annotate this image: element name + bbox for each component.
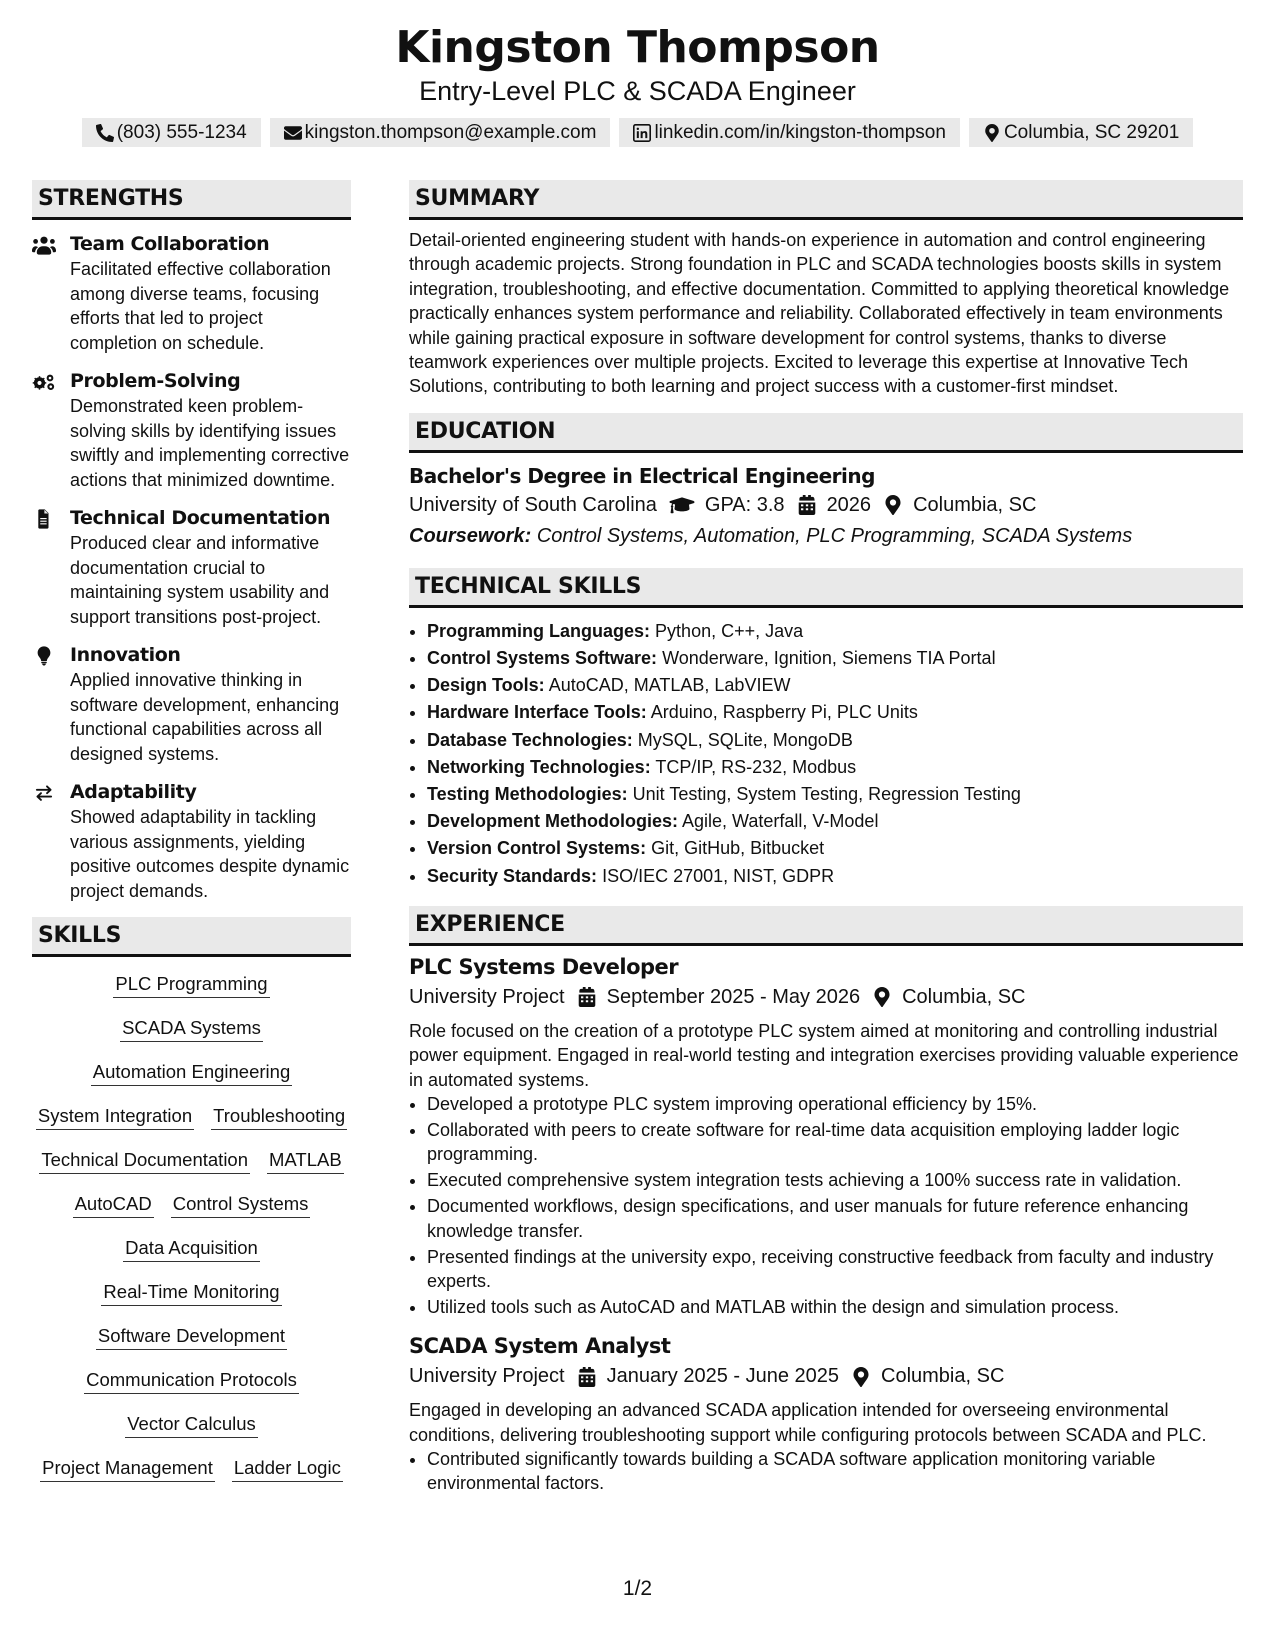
location-chip bbox=[969, 118, 1193, 147]
users-icon bbox=[32, 232, 70, 355]
skill-values: Agile, Waterfall, V-Model bbox=[682, 811, 879, 832]
strength-item bbox=[32, 506, 351, 629]
candidate-name: Kingston Thompson bbox=[395, 22, 880, 73]
skill-category: Version Control Systems: bbox=[427, 838, 647, 859]
job-description: Role focused on the creation of a prototype PLC system aimed at monitoring and controlling industrial power equipment. Engaged in real-world testing and integration exercises providing valuable experience in automated systems. bbox=[409, 1020, 1239, 1090]
job-location: Columbia, SC bbox=[881, 1365, 1005, 1388]
location-text: Columbia, SC 29201 bbox=[1003, 122, 1180, 143]
strengths-heading: STRENGTHS bbox=[32, 180, 351, 220]
list-item bbox=[427, 835, 1243, 862]
file-icon bbox=[32, 506, 70, 629]
left-column bbox=[32, 180, 351, 1482]
job-location: Columbia, SC bbox=[902, 985, 1026, 1008]
skill-values: Wonderware, Ignition, Siemens TIA Portal bbox=[662, 648, 996, 669]
list-item bbox=[427, 618, 1243, 645]
strength-item bbox=[32, 643, 351, 766]
list-item: • Documented workflows, design specifications, and user manuals for future reference enhancing knowledge transfer. bbox=[427, 1194, 1243, 1243]
list-item bbox=[427, 808, 1243, 835]
strength-desc: Facilitated effective collaboration among diverse teams, focusing efforts that led to project completion on schedule. bbox=[70, 259, 331, 353]
school-name: University of South Carolina bbox=[409, 493, 657, 516]
gpa-text: GPA: 3.8 bbox=[704, 493, 785, 516]
skill-values: TCP/IP, RS-232, Modbus bbox=[655, 756, 857, 777]
list-item bbox=[427, 863, 1243, 890]
strength-desc: Applied innovative thinking in software development, enhancing functional capabilities across all designed systems. bbox=[70, 670, 340, 764]
map-marker-icon bbox=[851, 1367, 871, 1387]
map-marker-icon bbox=[883, 495, 903, 515]
lightbulb-icon bbox=[32, 643, 70, 766]
skill-tags bbox=[32, 971, 351, 1482]
calendar-icon bbox=[577, 1367, 597, 1387]
education-location: Columbia, SC bbox=[913, 493, 1037, 516]
education-heading: EDUCATION bbox=[409, 413, 1243, 453]
graduation-year: 2026 bbox=[826, 493, 872, 516]
job-org: University Project bbox=[409, 985, 565, 1008]
skill-tag: Ladder Logic bbox=[232, 1455, 343, 1482]
skills-section bbox=[32, 917, 351, 1482]
skill-tag: Vector Calculus bbox=[125, 1411, 258, 1438]
skill-category: Development Methodologies: bbox=[427, 811, 679, 832]
skill-tag: Communication Protocols bbox=[84, 1367, 299, 1394]
experience-heading: EXPERIENCE bbox=[409, 906, 1243, 946]
skill-tag: SCADA Systems bbox=[120, 1015, 263, 1042]
skill-values: Python, C++, Java bbox=[655, 620, 804, 641]
strength-title: Adaptability bbox=[70, 781, 197, 803]
skill-category: Security Standards: bbox=[427, 865, 598, 886]
resume-header bbox=[0, 22, 1275, 147]
skill-tag: PLC Programming bbox=[113, 971, 269, 998]
job-entry bbox=[409, 952, 1243, 1319]
phone-text: (803) 555-1234 bbox=[116, 122, 247, 143]
strength-desc: Produced clear and informative documentation crucial to maintaining system usability and support transitions post-project. bbox=[70, 533, 330, 627]
job-title: PLC Systems Developer bbox=[409, 954, 679, 979]
strength-title: Team Collaboration bbox=[70, 233, 270, 255]
list-item bbox=[427, 645, 1243, 672]
skill-tag: Automation Engineering bbox=[91, 1059, 292, 1086]
coursework-label: Coursework: bbox=[409, 524, 532, 547]
skill-tag: Real-Time Monitoring bbox=[101, 1279, 281, 1306]
map-marker-icon bbox=[872, 987, 892, 1007]
skill-tag: Project Management bbox=[40, 1455, 215, 1482]
strength-item bbox=[32, 232, 351, 355]
strength-item bbox=[32, 369, 351, 492]
job-dates: January 2025 - June 2025 bbox=[606, 1365, 840, 1388]
job-description: Engaged in developing an advanced SCADA application intended for overseeing environmental conditions, delivering troubleshooting support while configuring protocols between SCADA and PLC. bbox=[409, 1400, 1207, 1445]
list-item bbox=[427, 727, 1243, 754]
job-meta bbox=[409, 1361, 1243, 1392]
skill-tag: Data Acquisition bbox=[123, 1235, 260, 1262]
skill-tag: Technical Documentation bbox=[39, 1147, 250, 1174]
list-item: • Presented findings at the university expo, receiving constructive feedback from faculty and industry experts. bbox=[427, 1245, 1243, 1294]
skill-values: Git, GitHub, Bitbucket bbox=[651, 838, 825, 859]
job-bullets bbox=[409, 1447, 1243, 1496]
skill-tag: MATLAB bbox=[267, 1147, 344, 1174]
list-item bbox=[427, 699, 1243, 726]
map-marker-icon bbox=[983, 124, 1001, 142]
graduation-cap-icon bbox=[669, 495, 695, 515]
candidate-title: Entry-Level PLC & SCADA Engineer bbox=[419, 76, 856, 106]
strength-title: Innovation bbox=[70, 644, 181, 666]
strength-title: Problem-Solving bbox=[70, 370, 241, 392]
linkedin-icon bbox=[633, 124, 651, 142]
calendar-icon bbox=[577, 987, 597, 1007]
calendar-icon bbox=[797, 495, 817, 515]
list-item: • Utilized tools such as AutoCAD and MATLAB within the design and simulation process. bbox=[427, 1295, 1243, 1319]
envelope-icon bbox=[284, 124, 302, 142]
job-title: SCADA System Analyst bbox=[409, 1334, 671, 1359]
skill-tag: Troubleshooting bbox=[211, 1103, 347, 1130]
email-text: kingston.thompson@example.com bbox=[304, 122, 597, 143]
page-number: 1/2 bbox=[622, 1577, 653, 1600]
skill-category: Design Tools: bbox=[427, 675, 545, 696]
exchange-icon bbox=[32, 780, 70, 903]
technical-skills-heading: TECHNICAL SKILLS bbox=[409, 568, 1243, 608]
list-item bbox=[427, 781, 1243, 808]
skill-values: MySQL, SQLite, MongoDB bbox=[637, 729, 853, 750]
right-column bbox=[409, 180, 1243, 1497]
skill-values: Unit Testing, System Testing, Regression Testing bbox=[632, 784, 1021, 805]
job-entry bbox=[409, 1331, 1243, 1496]
summary-text: Detail-oriented engineering student with hands-on experience in automation and control engineering through academic projects. Strong foundation in PLC and SCADA technologies boosts skills in system integration, troubleshooting, and effective documentation. Committed to applying theoretical knowledge practically enhances system performance and reliability. Collaborated effectively in team environments while gaining practical exposure in software development for control systems, thanks to diverse teamwork experiences over multiple projects. Excited to leverage this expertise at Innovative Tech Solutions, contributing to both learning and project success with a customer-first mindset. bbox=[409, 230, 1230, 397]
skill-category: Database Technologies: bbox=[427, 729, 633, 750]
job-dates: September 2025 - May 2026 bbox=[606, 985, 861, 1008]
technical-skills-list bbox=[409, 618, 1243, 890]
strengths-list bbox=[32, 232, 351, 903]
list-item bbox=[427, 672, 1243, 699]
education-entry bbox=[409, 462, 1243, 551]
cogs-icon bbox=[32, 369, 70, 492]
list-item: • Contributed significantly towards building a SCADA software application monitoring variable environmental factors. bbox=[427, 1447, 1243, 1496]
skill-category: Control Systems Software: bbox=[427, 648, 658, 669]
skill-category: Testing Methodologies: bbox=[427, 784, 628, 805]
skill-category: Hardware Interface Tools: bbox=[427, 702, 647, 723]
job-meta bbox=[409, 982, 1243, 1013]
strength-desc: Showed adaptability in tackling various assignments, yielding positive outcomes despite dynamic project demands. bbox=[70, 807, 350, 901]
coursework-list: Control Systems, Automation, PLC Programming, SCADA Systems bbox=[536, 524, 1133, 547]
skill-tag: System Integration bbox=[36, 1103, 194, 1130]
phone-chip[interactable] bbox=[82, 118, 261, 147]
summary-heading: SUMMARY bbox=[409, 180, 1243, 220]
skill-values: ISO/IEC 27001, NIST, GDPR bbox=[602, 865, 835, 886]
email-chip[interactable] bbox=[270, 118, 611, 147]
linkedin-text: linkedin.com/in/kingston-thompson bbox=[654, 122, 946, 143]
skill-tag: AutoCAD bbox=[73, 1191, 154, 1218]
education-meta bbox=[409, 490, 1243, 521]
skill-values: Arduino, Raspberry Pi, PLC Units bbox=[650, 702, 918, 723]
skill-category: Programming Languages: bbox=[427, 620, 651, 641]
skill-tag: Software Development bbox=[96, 1323, 287, 1350]
linkedin-chip[interactable] bbox=[619, 118, 960, 147]
job-bullets bbox=[409, 1092, 1243, 1319]
phone-icon bbox=[96, 124, 114, 142]
contact-bar bbox=[0, 118, 1275, 147]
job-org: University Project bbox=[409, 1365, 565, 1388]
list-item: • Executed comprehensive system integration tests achieving a 100% success rate in validation. bbox=[427, 1168, 1243, 1192]
skill-tag: Control Systems bbox=[171, 1191, 311, 1218]
strength-item bbox=[32, 780, 351, 903]
list-item: • Collaborated with peers to create software for real-time data acquisition employing ladder logic programming. bbox=[427, 1118, 1243, 1167]
skill-values: AutoCAD, MATLAB, LabVIEW bbox=[548, 675, 791, 696]
coursework-line bbox=[409, 521, 1243, 551]
skill-category: Networking Technologies: bbox=[427, 756, 651, 777]
list-item bbox=[427, 754, 1243, 781]
skills-heading: SKILLS bbox=[32, 917, 351, 957]
list-item: • Developed a prototype PLC system improving operational efficiency by 15%. bbox=[427, 1092, 1243, 1116]
strength-desc: Demonstrated keen problem-solving skills by identifying issues swiftly and implementing corrective actions that minimized downtime. bbox=[70, 396, 350, 490]
strength-title: Technical Documentation bbox=[70, 507, 331, 529]
degree-title: Bachelor's Degree in Electrical Engineering bbox=[409, 463, 875, 488]
